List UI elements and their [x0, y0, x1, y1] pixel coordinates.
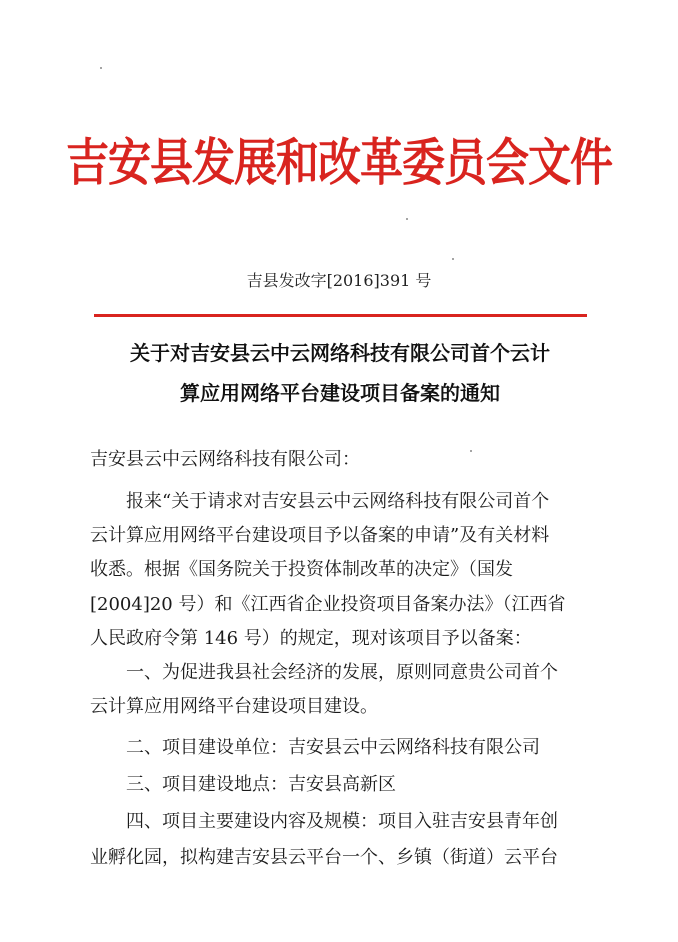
body-line: 四、项目主要建设内容及规模：项目入驻吉安县青年创 — [90, 811, 558, 832]
scan-speck — [452, 258, 454, 260]
body-line: [2004]20 号）和《江西省企业投资项目备案办法》（江西省 — [90, 594, 566, 615]
masthead-title: 吉安县发展和改革委员会文件 — [66, 133, 612, 193]
document-number: 吉县发改字[2016]391 号 — [246, 271, 432, 290]
body-line: 一、为促进我县社会经济的发展，原则同意贵公司首个 — [90, 662, 558, 683]
scan-speck — [100, 67, 102, 69]
body-line: 报来“关于请求对吉安县云中云网络科技有限公司首个 — [90, 491, 550, 512]
addressee: 吉安县云中云网络科技有限公司： — [90, 449, 360, 470]
body-line: 业孵化园，拟构建吉安县云平台一个、乡镇（街道）云平台 — [90, 847, 558, 868]
body-line: 二、项目建设单位：吉安县云中云网络科技有限公司 — [90, 737, 540, 758]
red-divider-line — [94, 314, 587, 317]
document-title-line-2: 算应用网络平台建设项目备案的通知 — [180, 381, 500, 405]
body-line: 收悉。根据《国务院关于投资体制改革的决定》（国发 — [90, 559, 513, 580]
scan-speck — [406, 218, 408, 220]
document-title-line-1: 关于对吉安县云中云网络科技有限公司首个云计 — [130, 341, 550, 365]
body-line: 云计算应用网络平台建设项目建设。 — [90, 696, 378, 717]
scan-speck — [470, 450, 472, 452]
body-line: 人民政府令第 146 号）的规定，现对该项目予以备案： — [90, 628, 532, 649]
body-line: 云计算应用网络平台建设项目予以备案的申请”及有关材料 — [90, 525, 550, 546]
body-line: 三、项目建设地点：吉安县高新区 — [90, 774, 396, 795]
